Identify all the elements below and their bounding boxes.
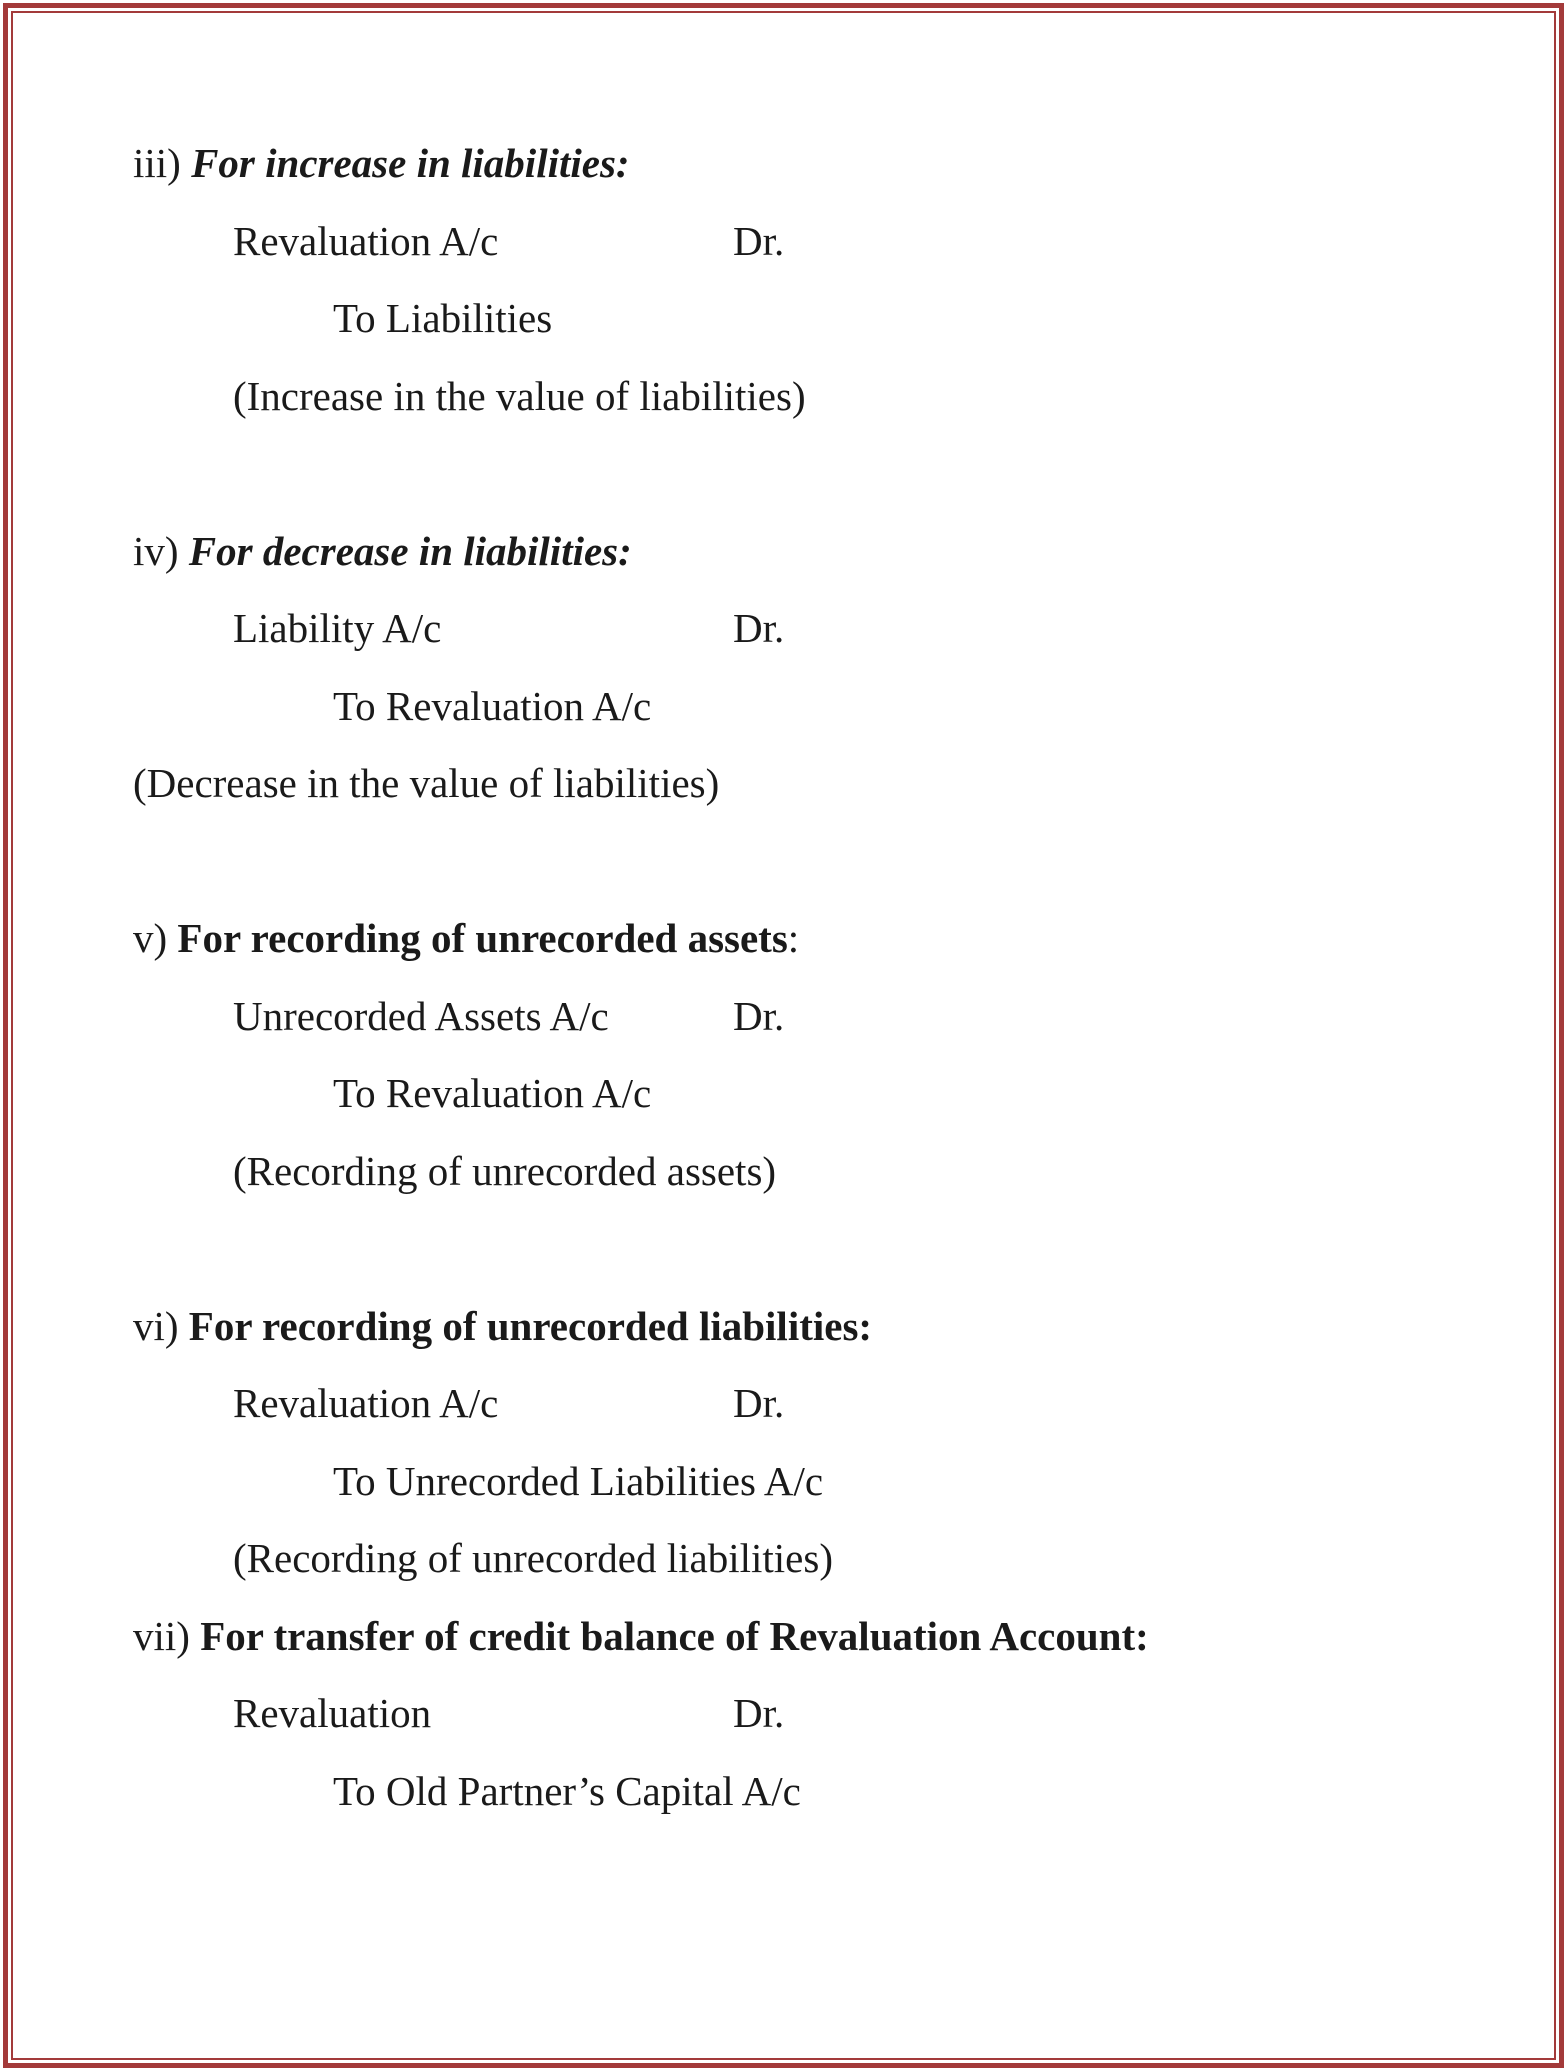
section-iii-heading [133,140,630,186]
section-vi-heading [133,1303,873,1349]
section-title: For recording of unrecorded assets [177,915,788,961]
section-title: For increase in liabilities: [191,140,630,186]
debit-account: Unrecorded Assets A/c [233,993,609,1039]
debit-account: Revaluation A/c [233,218,499,264]
narration: (Decrease in the value of liabilities) [133,760,720,806]
debit-marker: Dr. [733,1380,785,1426]
credit-account: To Revaluation A/c [333,683,652,729]
section-iv-heading [133,528,632,574]
section-number: vii) [133,1613,190,1659]
section-vii-heading [133,1613,1149,1659]
section-title: For transfer of credit balance of Revaluation Account: [200,1613,1149,1659]
section-number: iv) [133,528,179,574]
debit-marker: Dr. [733,1690,785,1736]
credit-account: To Old Partner’s Capital A/c [333,1768,801,1814]
credit-account: To Unrecorded Liabilities A/c [333,1458,824,1504]
credit-account: To Revaluation A/c [333,1070,652,1116]
debit-account: Revaluation [233,1690,432,1736]
narration: (Recording of unrecorded liabilities) [233,1535,833,1581]
section-title-suffix: : [787,915,800,961]
debit-account: Liability A/c [233,605,442,651]
credit-account: To Liabilities [333,295,553,341]
debit-marker: Dr. [733,218,785,264]
debit-marker: Dr. [733,993,785,1039]
section-number: v) [133,915,168,961]
narration: (Recording of unrecorded assets) [233,1148,777,1194]
section-number: iii) [133,140,181,186]
section-number: vi) [133,1303,179,1349]
debit-account: Revaluation A/c [233,1380,499,1426]
section-v-heading [133,915,800,961]
section-title: For recording of unrecorded liabilities: [188,1303,873,1349]
debit-marker: Dr. [733,605,785,651]
narration: (Increase in the value of liabilities) [233,373,806,419]
section-title: For decrease in liabilities: [188,528,632,574]
